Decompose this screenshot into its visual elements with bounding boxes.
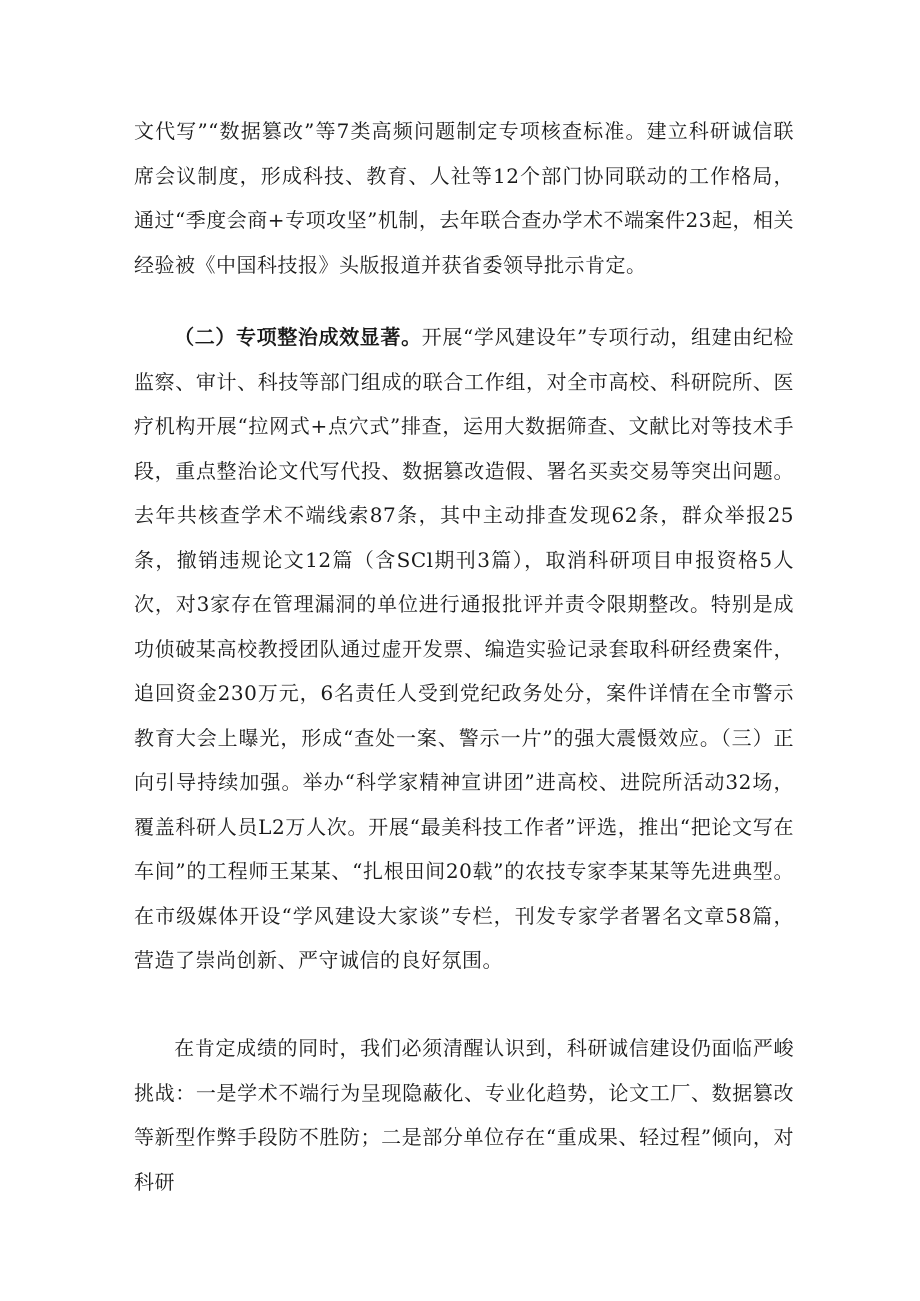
paragraph-1-text: 文代写”“数据篡改”等7类高频问题制定专项核查标准。建立科研诚信联席会议制度，形成科技、教育、人社等12个部门协同联动的工作格局，通过“季度会商+专项攻坚”机制，去年联合查办学术不端案件23起，相关经验被《中国科技报》头版报道并获省委领导批示肯定。 (134, 119, 794, 277)
paragraph-3-text: 在肯定成绩的同时，我们必须清醒认识到，科研诚信建设仍面临严峻挑战：一是学术不端行为呈现隐蔽化、专业化趋势，论文工厂、数据篡改等新型作弊手段防不胜防；二是部分单位存在“重成果、轻过程”倾向，对科研 (134, 1036, 794, 1194)
paragraph-3 (134, 1026, 794, 1204)
paragraph-1 (134, 109, 794, 287)
paragraph-2 (134, 315, 794, 983)
section-heading-2: （二）专项整治成效显著。 (174, 325, 422, 349)
paragraph-2-text: 开展“学风建设年”专项行动，组建由纪检监察、审计、科技等部门组成的联合工作组，对全市高校、科研院所、医疗机构开展“拉网式+点穴式”排查，运用大数据筛查、文献比对等技术手段，重点整治论文代写代投、数据篡改造假、署名买卖交易等突出问题。去年共核查学术不端线索87条，其中主动排查发现62条，群众举报25条，撤销违规论文12篇（含SCl期刊3篇），取消科研项目申报资格5人次，对3家存在管理漏洞的单位进行通报批评并责令限期整改。特别是成功侦破某高校教授团队通过虚开发票、编造实验记录套取科研经费案件，追回资金230万元，6名责任人受到党纪政务处分，案件详情在全市警示教育大会上曝光，形成“查处一案、警示一片”的强大震慑效应。（三）正向引导持续加强。举办“科学家精神宣讲团”进高校、进院所活动32场，覆盖科研人员L2万人次。开展“最美科技工作者”评选，推出“把论文写在车间”的工程师王某某、“扎根田间20载”的农技专家李某某等先进典型。在市级媒体开设“学风建设大家谈”专栏，刊发专家学者署名文章58篇，营造了崇尚创新、严守诚信的良好氛围。 (134, 325, 795, 972)
